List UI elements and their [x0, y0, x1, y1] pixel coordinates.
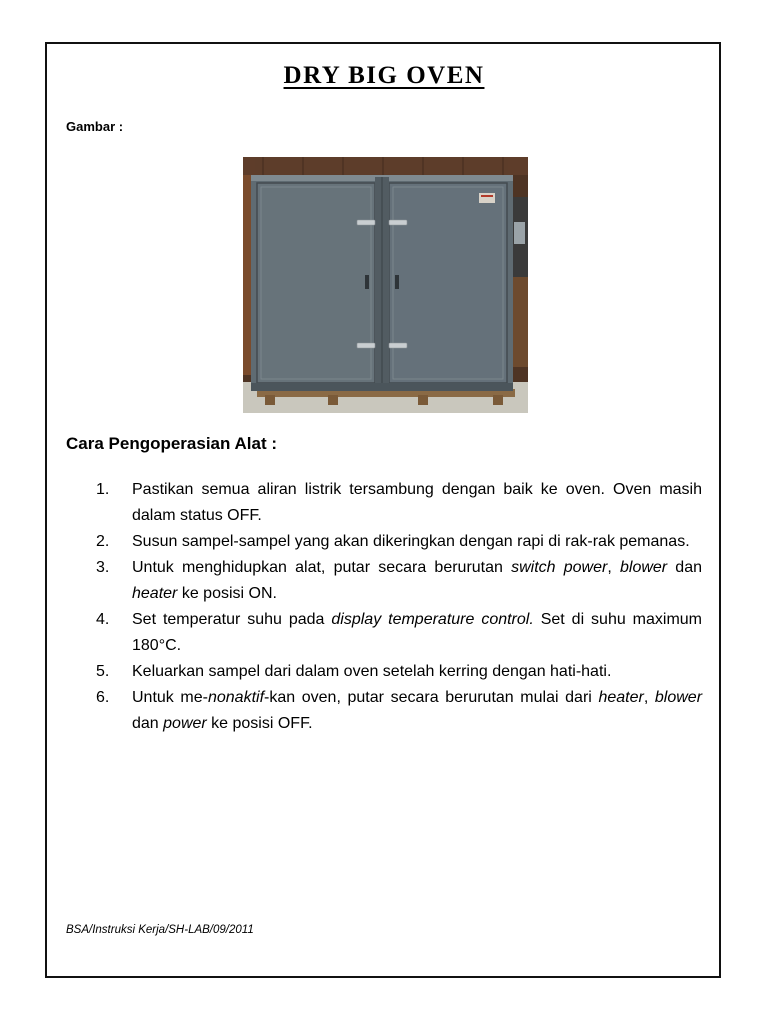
document-title [0, 62, 768, 90]
step-term: display temperature control. [331, 611, 534, 628]
wood-planks [243, 157, 528, 175]
step-text-segment: ke posisi OFF. [206, 715, 313, 732]
step-text [132, 611, 702, 654]
step-term: switch power [511, 559, 608, 576]
step-term: nonaktif [207, 689, 265, 706]
step-item [96, 555, 702, 607]
step-number: 5. [96, 663, 110, 680]
step-item [96, 659, 702, 685]
step-text [132, 533, 690, 550]
step-text-segment: dan [132, 715, 164, 732]
door-handle-left [365, 275, 369, 289]
step-text-segment: Keluarkan sampel dari dalam oven setelah kerring dengan hati-hati. [132, 663, 612, 680]
step-number: 2. [96, 533, 110, 550]
door-handle-right [395, 275, 399, 289]
step-text-segment: dan [667, 559, 703, 576]
step-number: 4. [96, 611, 110, 628]
step-item [96, 685, 702, 737]
step-number: 1. [96, 481, 110, 498]
step-text-segment: ke posisi ON. [177, 585, 277, 602]
step-term: heater [598, 689, 644, 706]
step-text [132, 481, 702, 524]
document-title-text: DRY BIG OVEN [283, 62, 485, 89]
oven-door-right [389, 183, 507, 383]
step-text-segment: Untuk me- [132, 689, 208, 706]
oven-door-left [257, 183, 375, 383]
step-text-segment: -kan oven, putar secara berurutan mulai dari [264, 689, 599, 706]
document-footer: BSA/Instruksi Kerja/SH-LAB/09/2011 [66, 924, 254, 936]
step-text-segment: Susun sampel-sampel yang akan dikeringkan dengan rapi di rak-rak pemanas. [132, 533, 690, 550]
step-text [132, 689, 702, 732]
step-term: heater [132, 585, 178, 602]
step-text [132, 559, 702, 602]
step-term: power [163, 715, 207, 732]
step-text-segment: , [607, 559, 620, 576]
step-text-segment: Set temperatur suhu pada [132, 611, 332, 628]
oven-photo [243, 157, 528, 413]
step-item [96, 477, 702, 529]
step-text-segment: Pastikan semua aliran listrik tersambung dengan baik ke oven. Oven masih dalam status OFF. [132, 481, 702, 524]
step-term: blower [654, 689, 703, 706]
step-number: 6. [96, 689, 110, 706]
step-text-segment: , [643, 689, 655, 706]
step-term: blower [619, 559, 668, 576]
image-label: Gambar : [66, 119, 124, 134]
operation-steps-list [96, 477, 702, 737]
step-text [132, 663, 611, 680]
wall-post-left [243, 175, 251, 375]
step-text-segment: Untuk menghidupkan alat, putar secara berurutan [132, 559, 512, 576]
step-text-segment: Set di suhu maximum 180°C. [132, 611, 703, 654]
step-item [96, 529, 702, 555]
label-plate [479, 193, 495, 203]
step-number: 3. [96, 559, 110, 576]
step-item [96, 607, 702, 659]
section-title: Cara Pengoperasian Alat : [66, 434, 277, 453]
